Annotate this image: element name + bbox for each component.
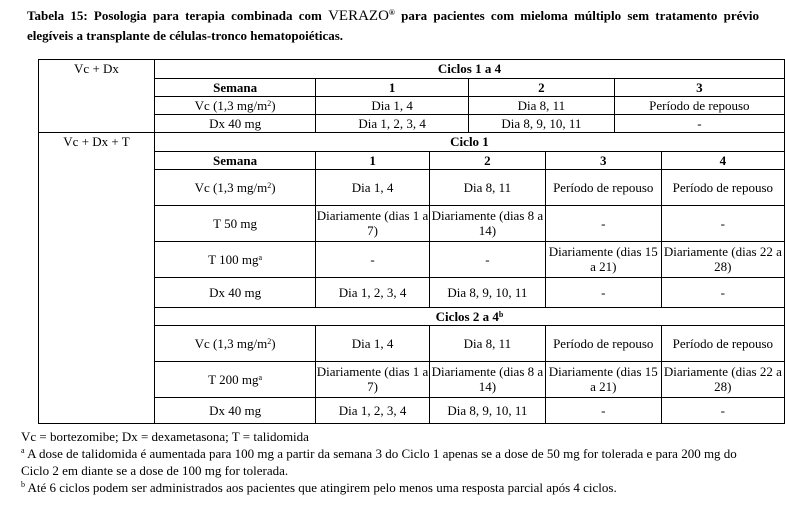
dose-cell: Dia 1, 4 <box>316 169 430 205</box>
dose-cell: Diariamente (dias 8 a 14) <box>429 361 545 397</box>
dose-cell: - <box>429 241 545 277</box>
table-row <box>155 277 784 307</box>
registered-mark: ® <box>388 8 395 17</box>
dose-cell: - <box>316 241 430 277</box>
brand-name: VERAZO <box>328 8 389 24</box>
regimen-vc-dx-row <box>39 60 785 133</box>
drug-label: Dx 40 mg <box>155 397 316 423</box>
cycles-header: Ciclos 1 a 4 <box>155 60 784 78</box>
week-label: Semana <box>155 78 316 96</box>
week-header: 3 <box>614 78 784 96</box>
dosage-table <box>38 59 785 424</box>
footnote-a: $^a$ A dose de talidomida é aumentada para 100 mg a partir da semana 3 do Ciclo 1 apenas se a dose de 50 mg for tolerada e para 200 mg do Ciclo 2 em diante se a dose de 100 mg for tolerada. <box>21 446 737 478</box>
dose-cell: - <box>661 397 784 423</box>
dose-cell: - <box>661 205 784 241</box>
dose-cell: Dia 8, 11 <box>429 325 545 361</box>
dose-cell: - <box>545 205 661 241</box>
dose-cell: Dia 8, 11 <box>429 169 545 205</box>
dose-cell: Período de repouso <box>661 325 784 361</box>
regimen-label: Vc + Dx + T <box>39 133 155 424</box>
table-row <box>155 325 784 361</box>
table-row <box>155 361 784 397</box>
drug-label: Dx 40 mg <box>155 277 316 307</box>
dose-cell: Dia 1, 4 <box>316 325 430 361</box>
drug-label: T 50 mg <box>155 205 316 241</box>
dose-cell: Dia 8, 9, 10, 11 <box>469 114 615 132</box>
dose-cell: Dia 1, 2, 3, 4 <box>316 114 469 132</box>
dose-cell: Dia 8, 9, 10, 11 <box>429 397 545 423</box>
drug-label: Vc (1,3 $mg/m^2$) <box>155 325 316 361</box>
dose-cell: Dia 1, 4 <box>316 96 469 114</box>
drug-label: Dx 40 mg <box>155 114 316 132</box>
table-row <box>155 169 784 205</box>
dose-cell: Período de repouso <box>614 96 784 114</box>
week-header: 1 <box>316 151 430 169</box>
regimen-label: Vc + Dx <box>39 60 155 133</box>
drug-label: Vc (1,3 $mg/m^2$) <box>155 96 316 114</box>
table-row <box>155 114 784 132</box>
dose-cell: Período de repouso <box>545 325 661 361</box>
dose-cell: Dia 8, 9, 10, 11 <box>429 277 545 307</box>
dose-cell: Diariamente (dias 1 a 7) <box>316 205 430 241</box>
table-row <box>155 397 784 423</box>
dose-cell: Diariamente (dias 15 a 21) <box>545 361 661 397</box>
dose-cell: Diariamente (dias 1 a 7) <box>316 361 430 397</box>
dose-cell: Diariamente (dias 22 a 28) <box>661 241 784 277</box>
regimen-vc-dx-t-table <box>155 133 784 423</box>
week-header: 1 <box>316 78 469 96</box>
cycle1-header: Ciclo 1 <box>155 133 784 151</box>
table-row <box>155 96 784 114</box>
drug-label: Vc (1,3 $mg/m^2$) <box>155 169 316 205</box>
dose-cell: Diariamente (dias 22 a 28) <box>661 361 784 397</box>
week-header: 2 <box>469 78 615 96</box>
drug-label: T 100 $mg^a$ <box>155 241 316 277</box>
regimen-vc-dx-table <box>155 60 784 132</box>
abbreviations-note: Vc = bortezomibe; Dx = dexametasona; T = talidomida <box>21 429 309 444</box>
week-header: 3 <box>545 151 661 169</box>
drug-label: T 200 $mg^a$ <box>155 361 316 397</box>
week-header: 2 <box>429 151 545 169</box>
dose-cell: - <box>545 277 661 307</box>
table-caption: Tabela 15: Posologia para terapia combinada com VERAZO® para pacientes com mieloma múltiplo sem tratamento prévio elegíveis a transplante de células-tronco hematopoiéticas. <box>27 8 759 43</box>
dose-cell: - <box>614 114 784 132</box>
table-row <box>155 241 784 277</box>
dose-cell: - <box>545 397 661 423</box>
dose-cell: Período de repouso <box>545 169 661 205</box>
dose-cell: Dia 1, 2, 3, 4 <box>316 397 430 423</box>
footnote-b: $^b$ Até 6 ciclos podem ser administrados aos pacientes que atingirem pelo menos uma resposta parcial após 4 ciclos. <box>21 480 617 495</box>
dose-cell: - <box>661 277 784 307</box>
table-row <box>155 205 784 241</box>
regimen-vc-dx-t-row <box>39 133 785 424</box>
dose-cell: Diariamente (dias 15 a 21) <box>545 241 661 277</box>
week-label: Semana <box>155 151 316 169</box>
table-footnotes <box>21 428 761 496</box>
dose-cell: Dia 1, 2, 3, 4 <box>316 277 430 307</box>
dose-cell: Diariamente (dias 8 a 14) <box>429 205 545 241</box>
week-header: 4 <box>661 151 784 169</box>
dose-cell: Período de repouso <box>661 169 784 205</box>
cycle2-header: Ciclos 2 a 4$^b$ <box>155 307 784 325</box>
dose-cell: Dia 8, 11 <box>469 96 615 114</box>
